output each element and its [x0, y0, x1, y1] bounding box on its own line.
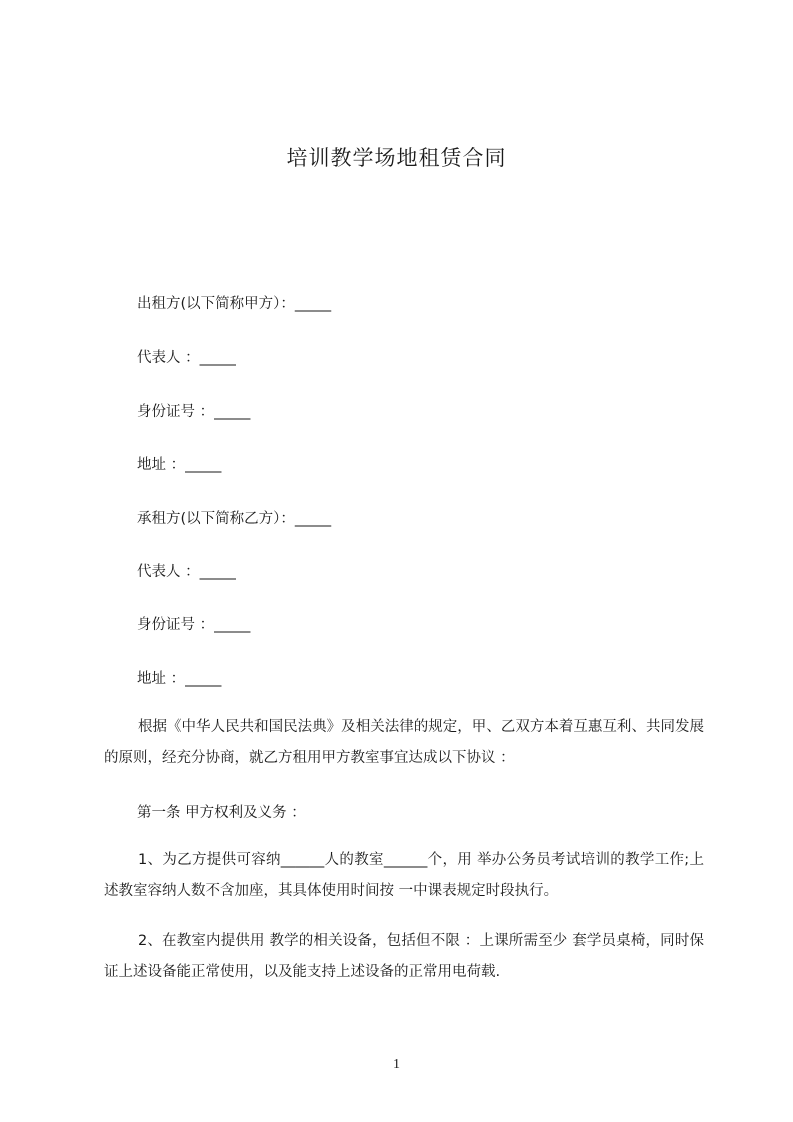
article-1-heading: 第一条 甲方权利及义务 ：: [137, 805, 306, 821]
lessor-field: 出租方(以下简称甲方）：_____: [137, 296, 332, 312]
page-number: 1: [393, 1057, 400, 1072]
clause-1-paragraph: 1、为乙方提供可容纳______人的教室______个，用 举办公务员考试培训的教学工作;上述教室容纳人数不含加座，其具体使用时间按 一中课表规定时段执行。: [104, 852, 704, 899]
lessee-id-number-field: 身份证号 ：_____: [137, 617, 251, 633]
lessee-field: 承租方(以下简称乙方）：_____: [137, 511, 332, 527]
lessor-representative-field: 代表人 ：_____: [137, 350, 236, 366]
lessee-representative-field: 代表人 ：_____: [137, 564, 236, 580]
clause-2-paragraph: 2、在教室内提供用 教学的相关设备，包括但不限 ：上课所需至少 套学员桌椅，同时保证上述设备能正常使用，以及能支持上述设备的正常用电荷载.: [104, 933, 704, 980]
lessor-address-field: 地址 ：_____: [137, 457, 222, 473]
lessee-address-field: 地址 ：_____: [137, 671, 222, 687]
lessor-id-number-field: 身份证号 ：_____: [137, 404, 251, 420]
preamble-paragraph: 根据《中华人民共和国民法典》及相关法律的规定，甲、乙双方本着互惠互利、共同发展的原则，经充分协商，就乙方租用甲方教室事宜达成以下协议 ：: [104, 719, 704, 766]
document-title: 培训教学场地租赁合同: [286, 146, 507, 170]
